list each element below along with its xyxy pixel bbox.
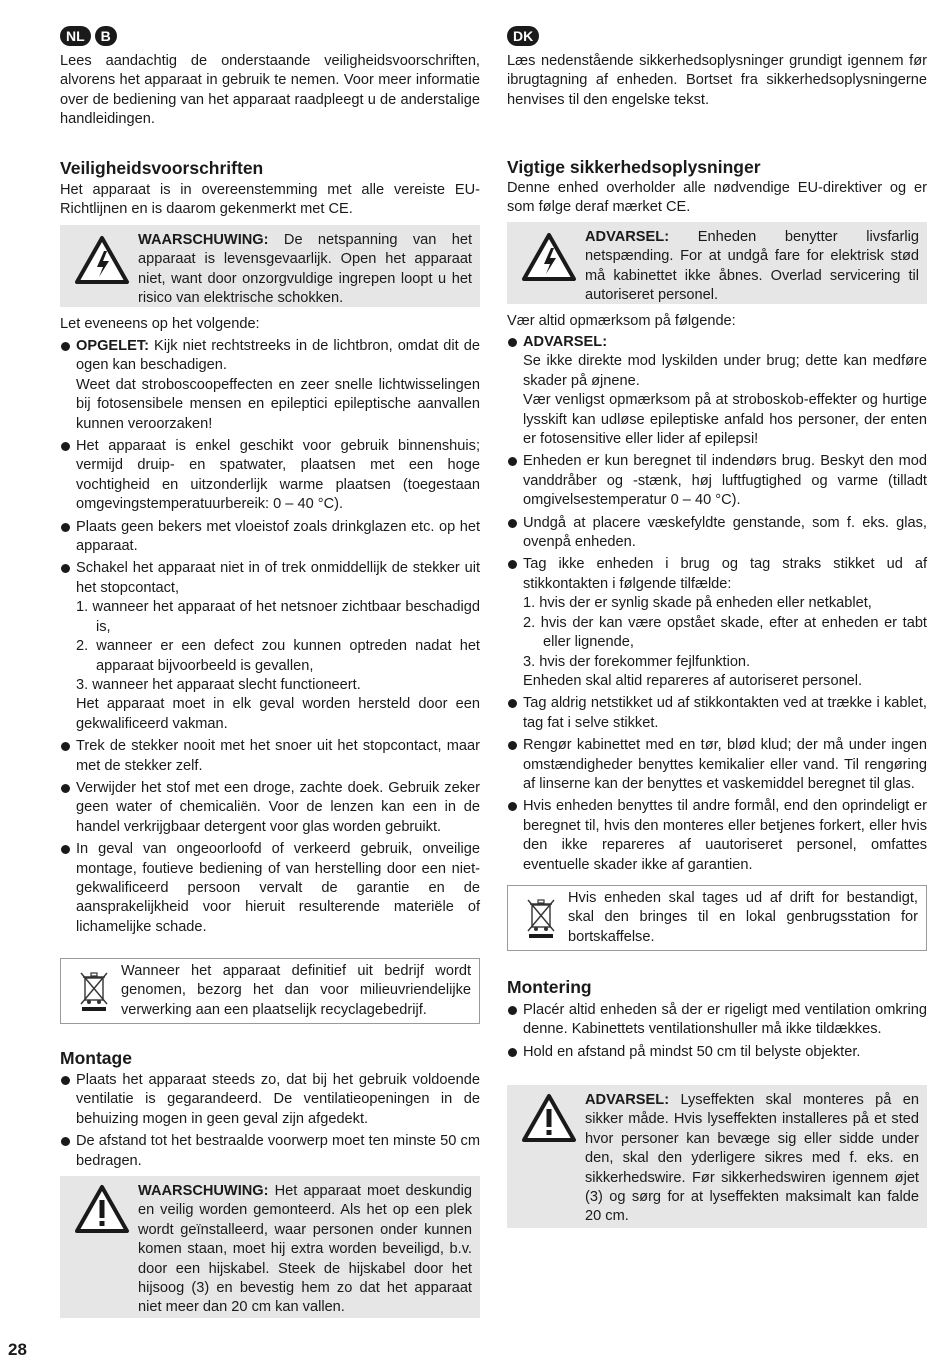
list-item: Plaats geen bekers met vloeistof zoals drinkglazen etc. op het apparaat. xyxy=(60,518,480,557)
unplug-text: Schakel het apparaat niet in of trek onmiddellijk de stekker uit het stopcontact, xyxy=(76,560,480,596)
disposal-text: Hvis enheden skal tages ud af drift for bestandigt, skal den bringes til en lokal genbrugsstation for bortskaffelse. xyxy=(568,889,918,945)
list-item xyxy=(507,555,927,691)
crossed-bin-icon xyxy=(67,970,121,1012)
caution-text: Kijk niet rechtstreeks in de lichtbron, omdat dit de ogen kan beschadigen. xyxy=(76,338,480,374)
list-item: De afstand tot het bestraalde voorwerp moet ten minste 50 cm bedragen. xyxy=(60,1132,480,1171)
caution-text: Se ikke direkte mod lyskilden under brug; dette kan medføre skader på øjnene. xyxy=(523,353,927,389)
safety-heading: Veiligheidsvoorschriften xyxy=(60,158,264,178)
list-item: Verwijder het stof met een droge, zachte doek. Gebruik zeker geen water of chemicaliën. Voor de lenzen kan een in de handel verkrijgbaar detergent voor glas worden gebruikt. xyxy=(60,779,480,837)
electric-warning-box xyxy=(60,225,480,307)
condition-list xyxy=(523,594,927,672)
caution-label: ADVARSEL: xyxy=(523,334,608,350)
language-badges xyxy=(60,26,117,46)
intro-text: Lees aandachtig de onderstaande veiligheidsvoorschriften, alvorens het apparaat in gebruik te nemen. Voor meer informatie over de bediening van het apparaat raadpleegt u de anderstalige handleidingen. xyxy=(60,53,480,128)
mounting-warning-box xyxy=(60,1176,480,1318)
list-item: Tag aldrig netstikket ud af stikkontakten ved at trække i kablet, tag fat i selve stikket. xyxy=(507,694,927,733)
safety-list xyxy=(60,337,480,940)
electric-warning-text xyxy=(585,228,919,306)
list-item: Rengør kabinettet med en tør, blød klud; der må under ingen omstændigheder benyttes kemikalier eller vand. Til rengøring af linserne kan der benyttes et vaskemiddel beregnet til glas. xyxy=(507,736,927,794)
warning-body: Het apparaat moet deskundig en veilig worden gemonteerd. Als het op een plek wordt geïnstalleerd, waar personen onder kunnen komen staan, moet hij extra worden beveiligd, b.v. door een hijskabel. Steek de hijskabel door het hijsoog (3) en bevestig hem zo dat het apparaat niet meer dan 20 cm kan vallen. xyxy=(138,1183,472,1316)
repair-note: Enheden skal altid repareres af autoriseret personel. xyxy=(523,672,863,689)
epilepsy-note: Weet dat stroboscoopeffecten en zeer snelle lichtwisselingen bij fotosensibele mensen en epileptici epileptische aanvallen kunnen veroorzaken! xyxy=(76,376,480,432)
safety-list xyxy=(507,333,927,878)
language-badge-b: B xyxy=(95,26,117,46)
electric-hazard-icon xyxy=(513,228,585,282)
mounting-warning-box xyxy=(507,1085,927,1228)
unplug-text: Tag ikke enheden i brug og tag straks stikket ud af stikkontakten i følgende tilfælde: xyxy=(523,556,927,592)
mounting-heading: Montage xyxy=(60,1048,132,1068)
list-item: Plaats het apparaat steeds zo, dat bij het gebruik voldoende ventilatie is gegarandeerd. De ventilatieopeningen in de behuizing mogen in geen geval zijn afgedekt. xyxy=(60,1071,480,1129)
disposal-box xyxy=(60,958,480,1024)
language-badges xyxy=(507,26,539,46)
caution-label: OPGELET: xyxy=(76,338,149,354)
electric-warning-text xyxy=(138,231,472,309)
warning-label: WAARSCHUWING: xyxy=(138,1183,269,1199)
conformity-sentence: Het apparaat is in overeenstemming met alle vereiste EU-Richtlijnen en is daarom gekenmerkt met xyxy=(60,182,480,218)
safety-heading: Vigtige sikkerhedsoplysninger xyxy=(507,157,761,177)
warning-label: ADVARSEL: xyxy=(585,229,670,245)
crossed-bin-icon xyxy=(514,897,568,939)
ce-mark: CE xyxy=(328,201,349,218)
language-badge-nl: NL xyxy=(60,26,91,46)
warning-label: ADVARSEL: xyxy=(585,1092,670,1108)
list-item: Enheden er kun beregnet til indendørs brug. Beskyt den mod vanddråber og -stænk, høj luftfugtighed og varme (tilladt omgivelsestemperatur 0 – 40 °C). xyxy=(507,452,927,510)
mounting-list xyxy=(60,1071,480,1174)
caution-triangle-icon xyxy=(513,1091,585,1143)
condition-item: 2. hvis der kan være opstået skade, efter at enheden er tabt eller lignende, xyxy=(523,614,927,651)
condition-list xyxy=(76,598,480,695)
page-number: 28 xyxy=(8,1340,27,1359)
list-item xyxy=(60,337,480,434)
list-item: Het apparaat is enkel geschikt voor gebruik binnenshuis; vermijd druip- en spatwater, plaatsen met een hoge vochtigheid en uitzonderlijk warme plaatsen (toegestaan omgevingstemperatuurbereik: 0 – 40 °C). xyxy=(60,437,480,515)
caution-triangle-icon xyxy=(66,1182,138,1234)
mounting-list xyxy=(507,1001,927,1065)
disposal-text: Wanneer het apparaat definitief uit bedrijf wordt genomen, bezorg het dan voor milieuvriendelijke verwerking aan een plaatselijk recyclagebedrijf. xyxy=(121,962,471,1018)
intro-text: Læs nedenstående sikkerhedsoplysninger grundigt igennem før ibrugtagning af enheden. Bortset fra sikkerhedsoplysningerne henvises til den engelske tekst. xyxy=(507,53,927,108)
conformity-text: Het apparaat is in overeenstemming met alle vereiste EU-Richtlijnen en is daarom gekenmerkt met CE. xyxy=(60,182,480,218)
list-item: Hvis enheden benyttes til andre formål, end den oprindeligt er beregnet til, hvis den monteres eller betjenes forkert, eller hvis den ikke repareres af uautoriseret personel, omfattes eventuelle skader ikke af garantien. xyxy=(507,797,927,875)
electric-warning-box xyxy=(507,222,927,304)
list-item: Undgå at placere væskefyldte genstande, som f. eks. glas, ovenpå enheden. xyxy=(507,514,927,553)
list-item: Hold en afstand på mindst 50 cm til belyste objekter. xyxy=(507,1043,927,1062)
mounting-warning-text xyxy=(585,1091,919,1227)
list-item xyxy=(60,559,480,734)
warning-body: Enheden benytter livsfarlig netspænding. For at undgå fare for elektrisk stød må kabinettet ikke åbnes. Overlad servicering til autoriseret personel. xyxy=(585,229,919,304)
language-badge-dk: DK xyxy=(507,26,539,46)
epilepsy-note: Vær venligst opmærksom på at stroboskob-effekter og hurtige lysskift kan udløse epileptiske anfald hos personer, der enten er fotosensitive eller lider af epilepsi! xyxy=(523,392,927,448)
list-item xyxy=(507,333,927,449)
also-note: Let eveneens op het volgende: xyxy=(60,316,260,332)
list-item: Trek de stekker nooit met het snoer uit het stopcontact, maar met de stekker zelf. xyxy=(60,737,480,776)
mounting-warning-text xyxy=(138,1182,472,1318)
condition-item: 3. wanneer het apparaat slecht functioneert. xyxy=(76,676,361,693)
warning-body: De netspanning van het apparaat is levensgevaarlijk. Open het apparaat niet, want door onzorgvuldige ingrepen loopt u het risico van elektrische schokken. xyxy=(138,232,472,307)
repair-note: Het apparaat moet in elk geval worden hersteld door een gekwalificeerd vakman. xyxy=(76,696,480,732)
condition-item: 2. wanneer er een defect zou kunnen optreden nadat het apparaat bijvoorbeeld is gevallen, xyxy=(76,638,480,674)
condition-item: 1. wanneer het apparaat of het netsnoer zichtbaar beschadigd is, xyxy=(76,599,480,635)
ce-mark: CE xyxy=(665,199,687,216)
condition-item: 1. hvis der er synlig skade på enheden eller netkablet, xyxy=(523,595,872,612)
condition-item: 3. hvis der forekommer fejlfunktion. xyxy=(523,653,751,670)
conformity-text: Denne enhed overholder alle nødvendige EU-direktiver og er som følge deraf mærket CE. xyxy=(507,180,927,216)
warning-body: Lyseffekten skal monteres på en sikker måde. Hvis lyseffekten installeres på et sted hvor personer kan bevæge sig eller sidde under den, skal den yderligere sikres med f. eks. en sikkerhedswire. Før sikkerhedswiren igennem øjet (3) og sørg for at lyseffekten maksimalt kan falde 20 cm. xyxy=(585,1092,919,1225)
conformity-sentence: Denne enhed overholder alle nødvendige EU-direktiver og er som følge deraf mærket xyxy=(507,180,927,216)
list-item: In geval van ongeoorloofd of verkeerd gebruik, onveilige montage, foutieve bediening of van herstelling door een niet-gekwalificeerd persoon vervalt de garantie en de aansprakelijkheid voor hieruit resulterende materiële of lichamelijke schade. xyxy=(60,840,480,937)
disposal-box xyxy=(507,885,927,951)
also-note: Vær altid opmærksom på følgende: xyxy=(507,313,736,329)
mounting-heading: Montering xyxy=(507,977,592,997)
warning-label: WAARSCHUWING: xyxy=(138,232,269,248)
list-item: Placér altid enheden så der er rigeligt med ventilation omkring denne. Kabinettets ventilationshuller må ikke tildækkes. xyxy=(507,1001,927,1040)
electric-hazard-icon xyxy=(66,231,138,285)
